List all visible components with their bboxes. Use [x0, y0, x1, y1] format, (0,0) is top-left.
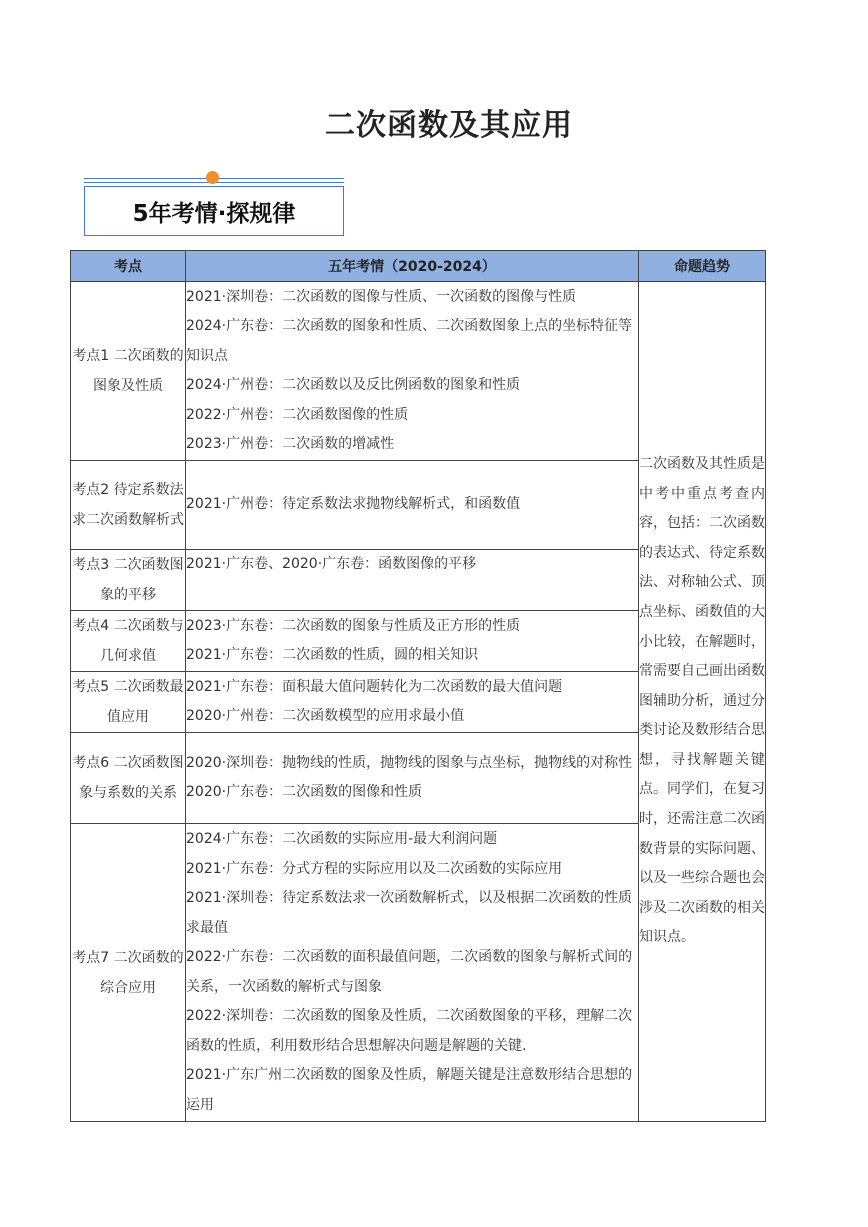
exam-item: 2022·广东卷：二次函数的面积最值问题，二次函数的图象与解析式间的关系，一次函数的解析式与图象 — [186, 949, 633, 995]
header-exams: 五年考情（2020-2024） — [186, 251, 639, 282]
banner-label: 5年考情·探规律 — [84, 186, 344, 236]
exam-item: 2021·深圳卷：待定系数法求一次函数解析式，以及根据二次函数的性质求最值 — [186, 890, 633, 936]
exam-item: 2022·深圳卷：二次函数的图象及性质，二次函数图象的平移，理解二次函数的性质，利用数形结合思想解决问题是解题的关键. — [186, 1008, 633, 1054]
exam-item: 2021·广州卷：待定系数法求抛物线解析式，和函数值 — [186, 496, 521, 513]
orange-dot-icon — [206, 171, 219, 184]
exam-item: 2020·广州卷：二次函数模型的应用求最小值 — [186, 708, 465, 724]
exam-item: 2021·深圳卷：二次函数的图像与性质、一次函数的图像与性质 — [186, 288, 577, 305]
exam-cell — [186, 824, 639, 1122]
exam-analysis-table — [70, 250, 766, 1122]
topic-cell: 考点3 二次函数图象的平移 — [71, 550, 186, 611]
exam-item: 2021·广东卷：二次函数的性质，圆的相关知识 — [186, 647, 479, 663]
header-topic: 考点 — [71, 251, 186, 282]
table-header-row — [71, 251, 766, 282]
exam-cell — [186, 461, 639, 550]
page-title: 二次函数及其应用 — [325, 108, 573, 143]
table-row — [71, 282, 766, 461]
exam-item: 2021·广东卷：分式方程的实际应用以及二次函数的实际应用 — [186, 860, 563, 877]
exam-item: 2024·广东卷：二次函数的图象和性质、二次函数图象上点的坐标特征等知识点 — [186, 318, 633, 364]
exam-cell — [186, 733, 639, 824]
exam-item: 2020·深圳卷：抛物线的性质，抛物线的图象与点坐标，抛物线的对称性 — [186, 754, 633, 771]
exam-item: 2023·广州卷：二次函数的增减性 — [186, 436, 395, 452]
topic-cell: 考点6 二次函数图象与系数的关系 — [71, 733, 186, 824]
exam-cell — [186, 672, 639, 733]
exam-item: 2023·广东卷：二次函数的图象与性质及正方形的性质 — [186, 617, 521, 634]
topic-cell: 考点7 二次函数的综合应用 — [71, 824, 186, 1122]
topic-cell: 考点4 二次函数与几何求值 — [71, 611, 186, 672]
exam-item: 2022·广州卷：二次函数图像的性质 — [186, 406, 409, 423]
exam-item: 2021·广东卷：面积最大值问题转化为二次函数的最大值问题 — [186, 678, 563, 695]
exam-item: 2020·广东卷：二次函数的图像和性质 — [186, 784, 423, 800]
exam-item: 2021·广东广州二次函数的图象及性质，解题关键是注意数形结合思想的运用 — [186, 1067, 633, 1113]
header-trend: 命题趋势 — [639, 251, 766, 282]
exam-item: 2024·广州卷：二次函数以及反比例函数的图象和性质 — [186, 377, 521, 393]
exam-cell — [186, 611, 639, 672]
topic-cell: 考点2 待定系数法求二次函数解析式 — [71, 461, 186, 550]
trend-cell: 二次函数及其性质是中考中重点考查内容，包括：二次函数的表达式、待定系数法、对称轴公式、顶点坐标、函数值的大小比较，在解题时，常需要自己画出函数图辅助分析，通过分类讨论及数形结合思想，寻找解题关键点。同学们，在复习时，还需注意二次函数背景的实际问题、以及一些综合题也会涉及二次函数的相关知识点。 — [639, 282, 766, 1122]
exam-cell — [186, 282, 639, 461]
exam-item: 2021·广东卷、2020·广东卷：函数图像的平移 — [186, 556, 477, 572]
section-banner — [84, 178, 344, 236]
topic-cell: 考点1 二次函数的图象及性质 — [71, 282, 186, 461]
topic-cell: 考点5 二次函数最值应用 — [71, 672, 186, 733]
exam-item: 2024·广东卷：二次函数的实际应用-最大利润问题 — [186, 831, 498, 847]
exam-cell — [186, 550, 639, 611]
